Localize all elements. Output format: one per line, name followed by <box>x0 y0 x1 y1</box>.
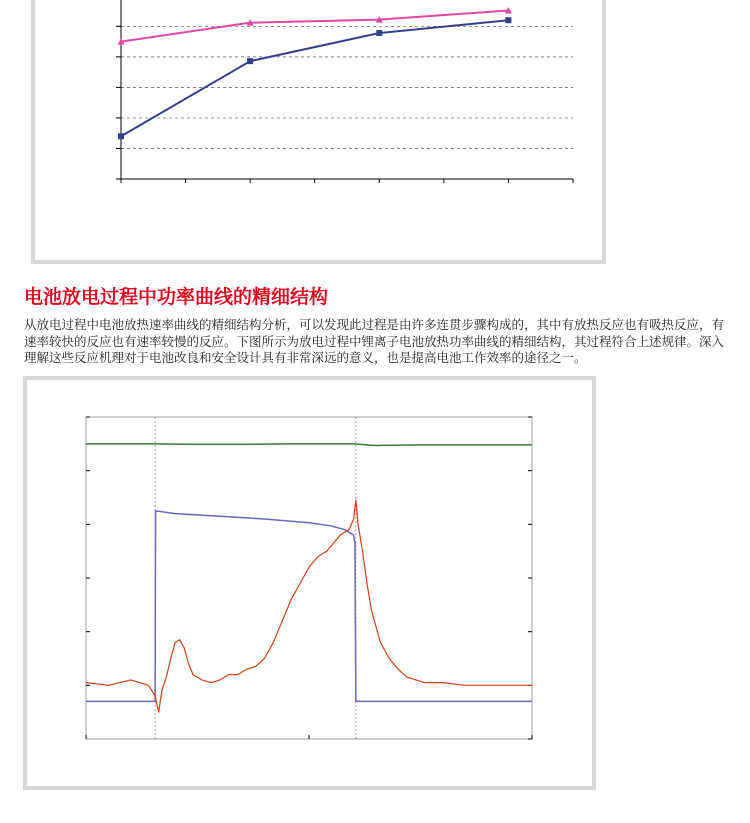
capacity-chart <box>35 0 602 260</box>
capacity-chart-frame <box>31 0 606 264</box>
plot-area <box>121 0 573 179</box>
data-point-discharge-capacity <box>247 58 253 64</box>
data-point-discharge-capacity <box>118 133 124 139</box>
section-title: 电池放电过程中功率曲线的精细结构 <box>24 286 329 308</box>
data-point-discharge-capacity <box>376 30 382 36</box>
power-chart-frame <box>23 376 596 790</box>
data-point-discharge-capacity <box>505 17 511 23</box>
plot-area <box>86 417 532 739</box>
power-loss-chart <box>27 380 592 786</box>
section-paragraph: 从放电过程中电池放热速率曲线的精细结构分析，可以发现此过程是由许多连贯步骤构成的，其中有放热反应也有吸热反应，有速率较快的反应也有速率较慢的反应。下图所示为放电过程中锂离子电池放热功率曲线的精细结构，其过程符合上述规律。深入理解这些反应机理对于电池改良和安全设计具有非常深远的意义，也是提高电池工作效率的途径之一。 <box>24 317 725 365</box>
